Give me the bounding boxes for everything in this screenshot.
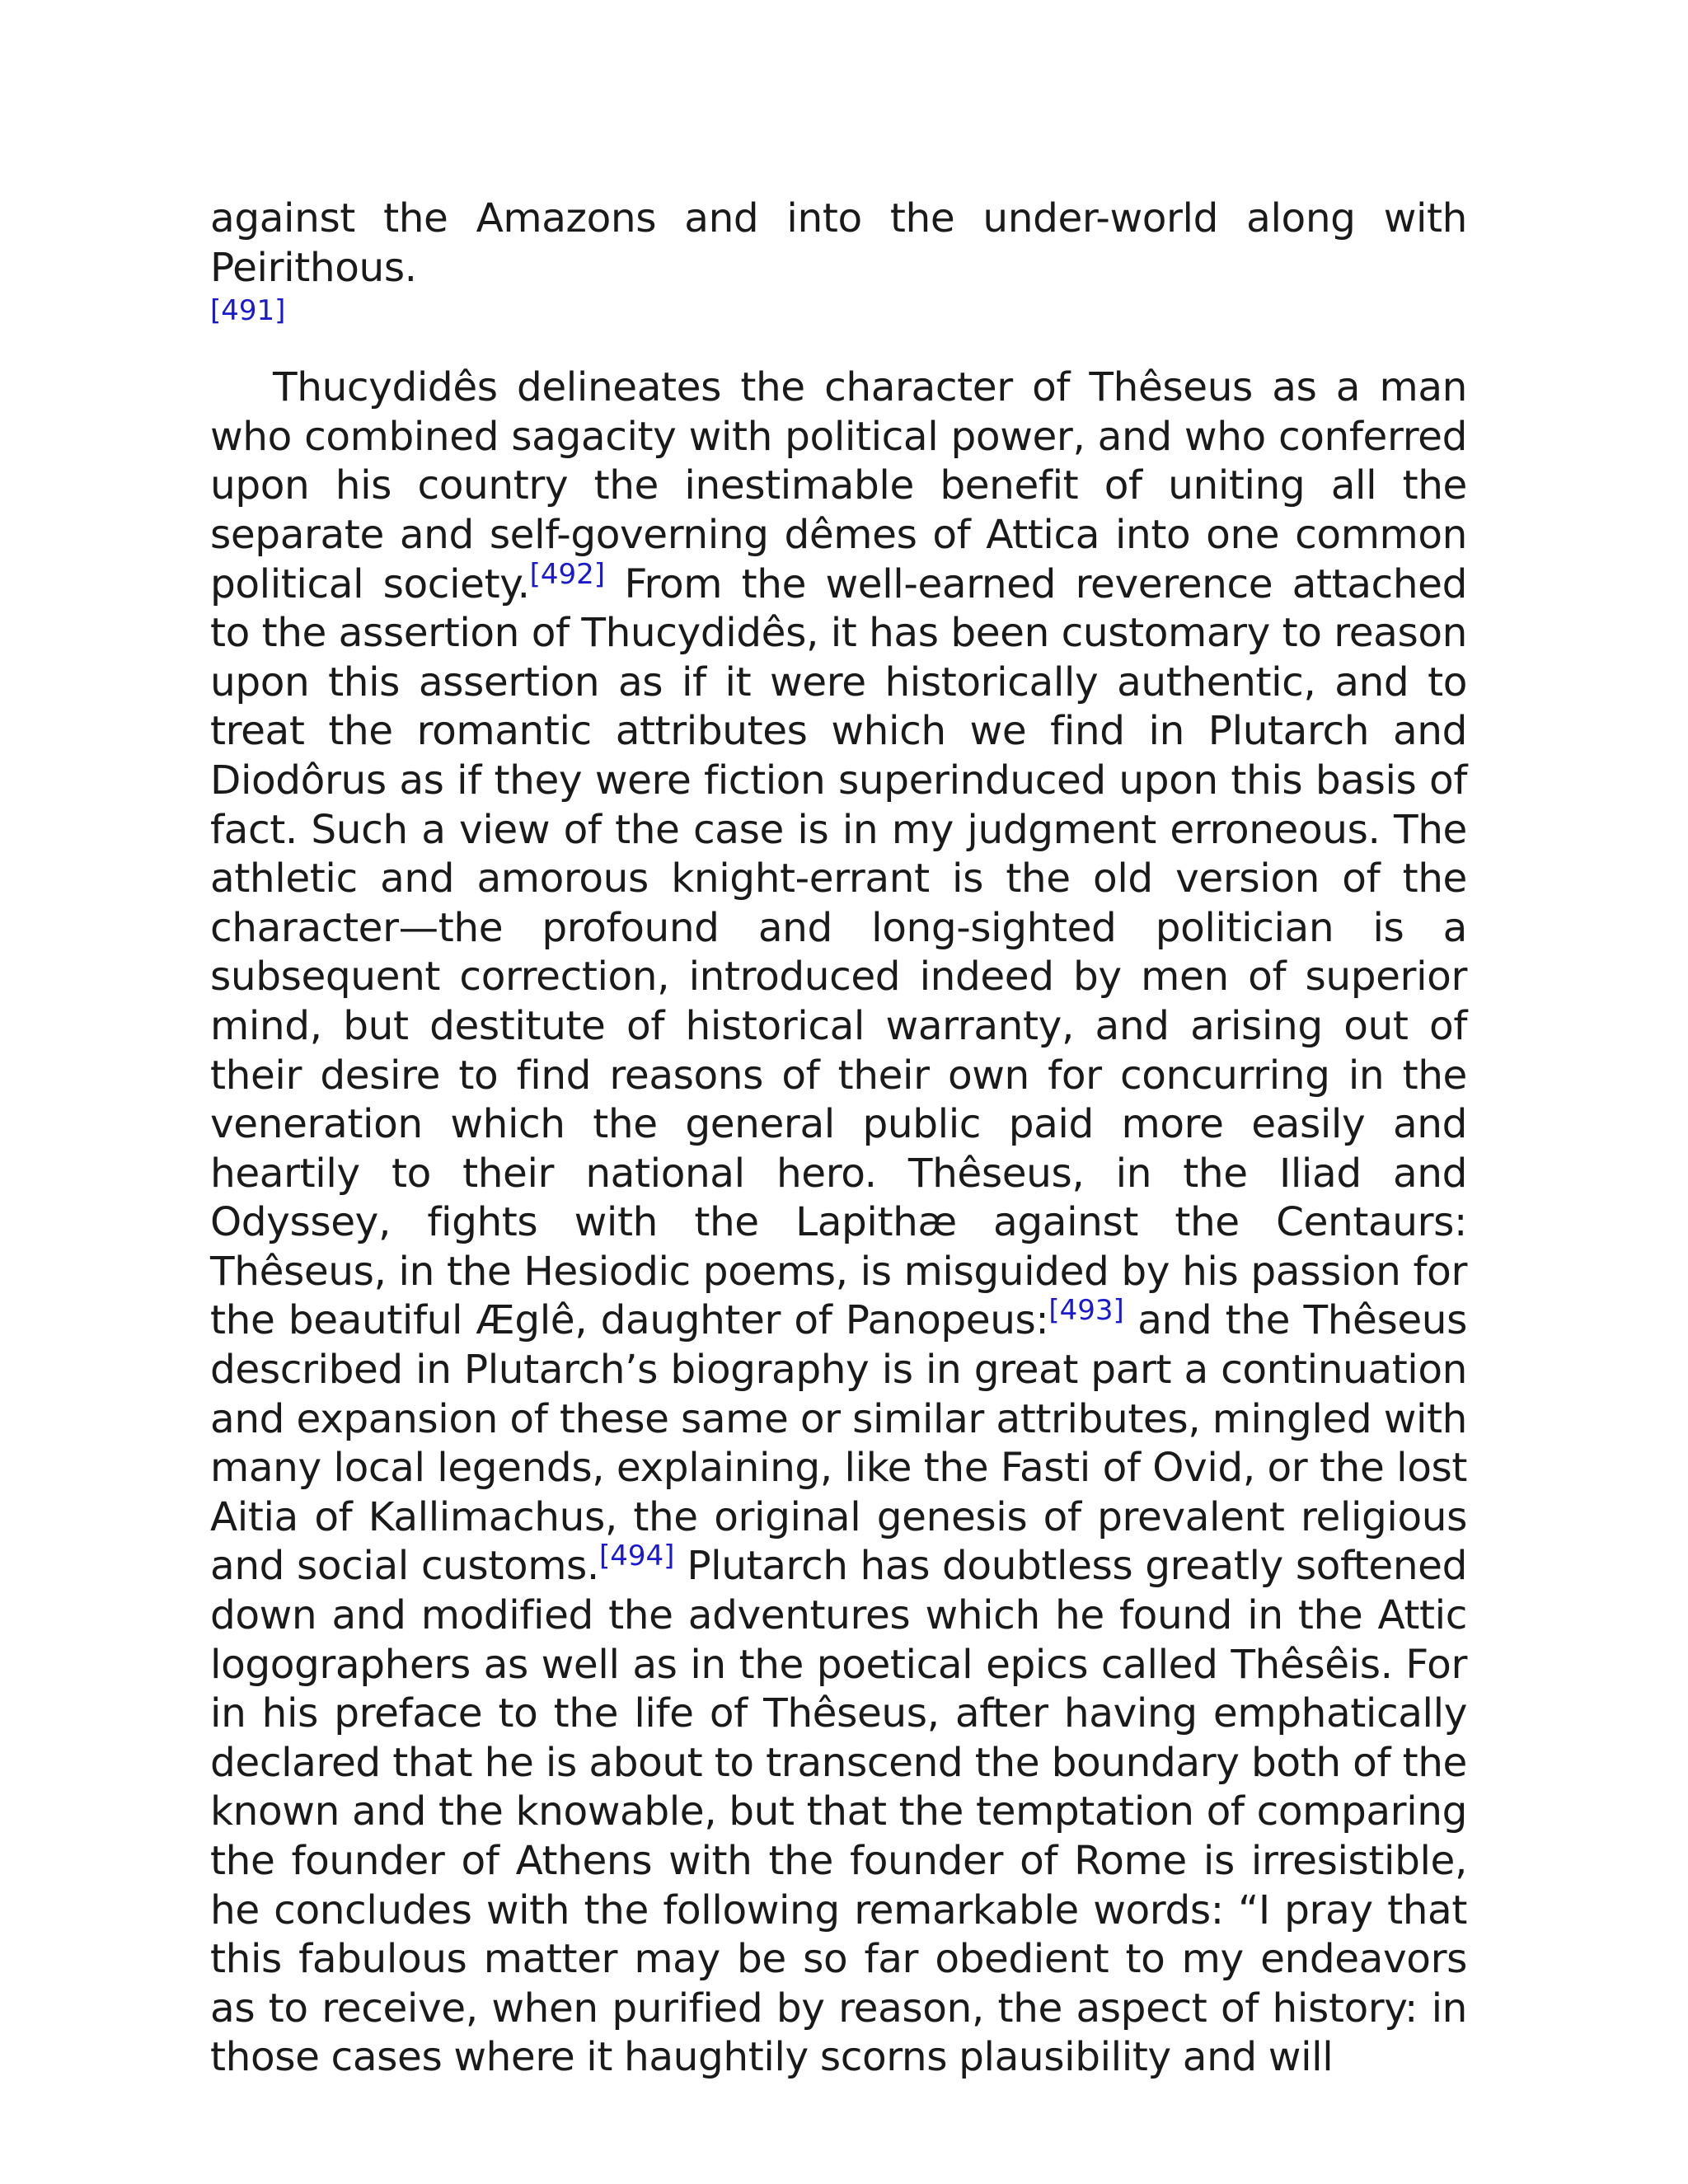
paragraph-text-2: From the well-earned reverence attached to the assertion of Thucydidês, it has been customary to reason upon this assertion as if it were historically authentic, and to treat the romantic attributes which we find in Plutarch and Diodôrus as if they were fiction superinduced upon this basis of fact. Such a view of the case is in my judgment erroneous. The athletic and amorous knight-errant is the old version of the character—the profound and long-sighted politician is a subsequent correction, introduced indeed by men of superior mind, but destitute of historical warranty, and arising out of their desire to find reasons of their own for concurring in the veneration which the general public paid more easily and heartily to their national hero. Thêseus, in the Iliad and Odyssey, fights with the Lapithæ against the Centaurs: Thêseus, in the Hesiodic poems, is misguided by his passion for the beautiful Æglê, daughter of Panopeus:	[210, 560, 1467, 1344]
paragraph-main	[210, 363, 1467, 2083]
paragraph-text-1: Thucydidês delineates the character of Thêseus as a man who combined sagacity with political power, and who conferred upon his country the inestimable benefit of uniting all the separate and self-governing dêmes of Attica into one common political society.	[210, 364, 1467, 607]
footnote-link-493[interactable]: [493]	[1048, 1294, 1124, 1328]
page-body	[210, 194, 1467, 2083]
paragraph-text: against the Amazons and into the under-world along with Peirithous.	[210, 195, 1467, 291]
paragraph-continuation	[210, 194, 1467, 329]
footnote-link-494[interactable]: [494]	[598, 1540, 675, 1573]
footnote-link-491[interactable]: [491]	[210, 294, 286, 328]
paragraph-text-3: and the Thêseus described in Plutarch’s biography is in great part a continuation and expansion of these same or similar attributes, mingled with many local legends, explaining, like the Fasti of Ovid, or the lost Aitia of Kallimachus, the original genesis of prevalent religious and social customs.	[210, 1297, 1468, 1590]
paragraph-text-4: Plutarch has doubtless greatly softened down and modified the adventures which he found in the Attic logographers as well as in the poetical epics called Thêsêis. For in his preface to the life of Thêseus, after having emphatically declared that he is about to transcend the boundary both of the known and the knowable, but that the temptation of comparing the founder of Athens with the founder of Rome is irresistible, he concludes with the following remarkable words: “I pray that this fabulous matter may be so far obedient to my endeavors as to receive, when purified by reason, the aspect of history: in those cases where it haughtily scorns plausibility and will	[210, 1543, 1467, 2081]
footnote-link-492[interactable]: [492]	[529, 557, 606, 591]
